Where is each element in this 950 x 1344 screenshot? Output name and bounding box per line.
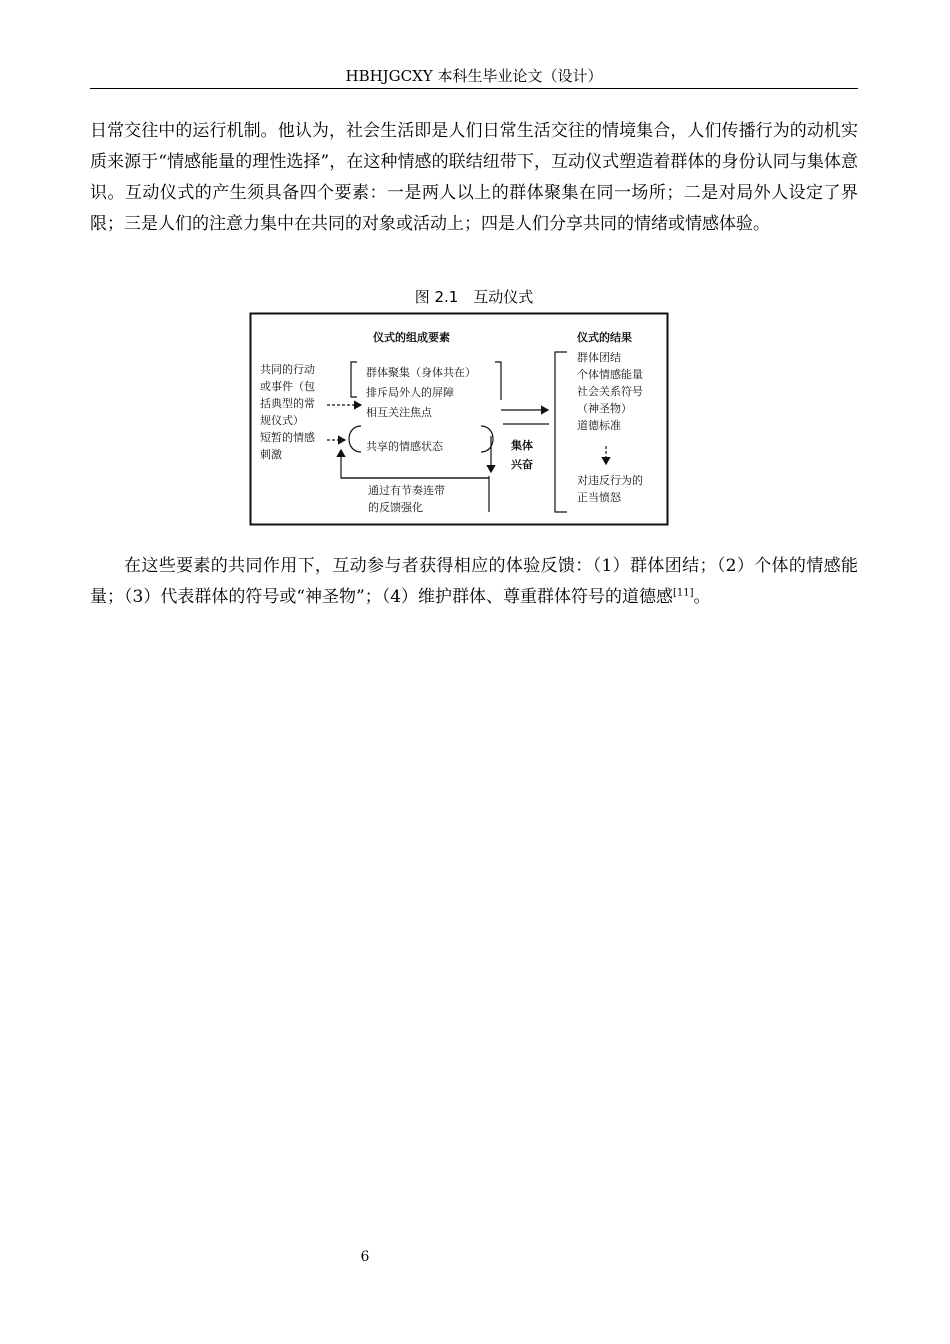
effervescence-line: 兴奋 [511, 458, 533, 471]
sanction-line: 对违反行为的 [577, 474, 643, 487]
input-line: 或事件（包 [260, 380, 315, 393]
input-line: 括典型的常 [260, 397, 315, 410]
sanction-line: 正当愤怒 [577, 491, 621, 504]
outcomes-bracket [555, 352, 567, 512]
outcome-line: 个体情感能量 [577, 368, 643, 381]
ingredient-line: 排斥局外人的屏障 [366, 386, 454, 399]
interaction-ritual-diagram [249, 312, 669, 526]
input-line: 短暂的情感 [260, 431, 315, 444]
outcome-line: 社会关系符号 [577, 385, 643, 398]
mutual-focus-loop [349, 426, 361, 452]
ingredients-bracket [351, 362, 357, 397]
feedback-loop [341, 450, 489, 478]
body-paragraph-2-text: 在这些要素的共同作用下，互动参与者获得相应的体验反馈：（1）群体团结；（2）个体的情感能量；（3）代表群体的符号或“神圣物”；（4）维护群体、尊重群体符号的道德感 [90, 556, 858, 607]
ingredients-title: 仪式的组成要素 [373, 331, 450, 344]
ingredient-line: 相互关注焦点 [366, 406, 432, 419]
body-paragraph-2-end: 。 [693, 587, 711, 607]
page-number: 6 [360, 1249, 370, 1265]
ingredients-bracket-right [495, 362, 501, 400]
feedback-line: 通过有节奏连带 [368, 484, 445, 497]
input-line: 共同的行动 [260, 363, 315, 376]
figure-caption: 图 2.1 互动仪式 [414, 288, 534, 306]
outcome-line: 群体团结 [577, 351, 621, 364]
effervescence-line: 集体 [511, 439, 533, 452]
feedback-line: 的反馈强化 [368, 501, 423, 514]
citation-11[interactable]: [11] [673, 587, 694, 599]
outcomes-title: 仪式的结果 [577, 331, 632, 344]
input-line: 规仪式） [260, 414, 304, 427]
outcome-line: （神圣物） [577, 402, 632, 415]
page-header: HBHJGCXY 本科生毕业论文（设计） [90, 66, 858, 89]
input-line: 刺激 [260, 448, 282, 461]
outcome-line: 道德标准 [577, 419, 621, 432]
ingredient-line: 群体聚集（身体共在） [366, 366, 476, 379]
body-paragraph-1: 日常交往中的运行机制。他认为，社会生活即是人们日常生活交往的情境集合，人们传播行为的动机实质来源于“情感能量的理性选择”，在这种情感的联结纽带下，互动仪式塑造着群体的身份认同与集体意识。互动仪式的产生须具备四个要素：一是两人以上的群体聚集在同一场所；二是对局外人设定了界限；三是人们的注意力集中在共同的对象或活动上；四是人们分享共同的情绪或情感体验。 [90, 121, 858, 234]
ingredient-line: 共享的情感状态 [366, 440, 443, 453]
body-paragraph-2 [90, 551, 858, 613]
